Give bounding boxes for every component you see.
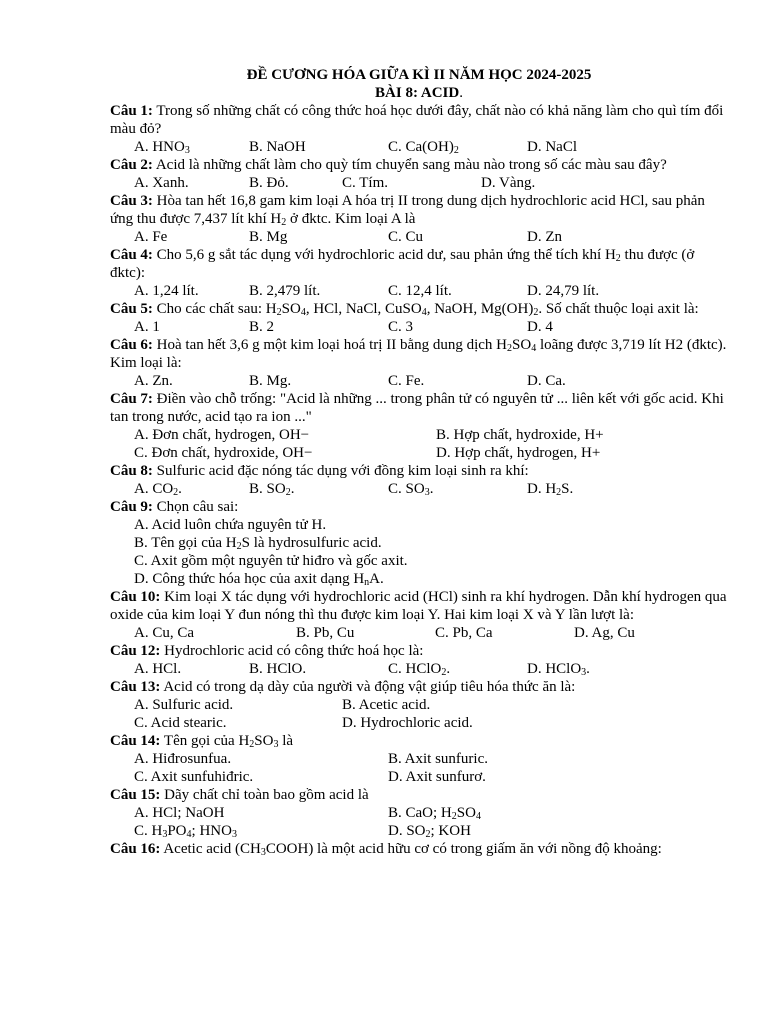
option-c[interactable]: C. Tím. [342,175,388,191]
option-d[interactable]: D. Ag, Cu [574,625,635,641]
option-b[interactable]: B. Đỏ. [249,175,289,191]
option-d[interactable]: D. Zn [527,229,562,245]
question-8-options [110,480,728,498]
option-c[interactable]: C. Cu [388,229,424,245]
question-6: Câu 6: Hoà tan hết 3,6 g một kim loại hoá trị II bằng dung dịch $H_2SO_4$ loãng được 3,719 lít H2 (đktc). Kim loại là: [110,337,727,371]
option-a[interactable]: A. 1 [134,319,160,335]
option-d[interactable]: D. HClO$_3$. [527,661,590,678]
option-b[interactable]: B. NaOH [249,139,306,155]
lesson-title: BÀI 8: ACID. [375,85,463,101]
option-a[interactable]: A. $HNO_3$ [134,139,190,156]
question-2: Câu 2: Acid là những chất làm cho quỳ tím chuyển sang màu nào trong số các màu sau đây? [110,157,667,173]
option-d[interactable]: D. 24,79 lít. [527,283,600,299]
question-12: Câu 12: Hydrochloric acid có công thức hoá học là: [110,643,424,659]
question-10: Câu 10: Kim loại X tác dụng với hydrochloric acid (HCl) sinh ra khí hydrogen. Dẫn khí hydrogen qua oxide của kim loại Y đun nóng thì thu được kim loại Y. Hai kim loại X và Y lần lượt là: [110,589,727,623]
option-b[interactable]: B. Pb, Cu [296,625,355,641]
option-d[interactable]: D. Ca. [527,373,566,389]
option-c[interactable]: C. Fe. [388,373,425,389]
option-c[interactable]: C. Đơn chất, hydroxide, OH− [134,445,313,461]
option-a[interactable]: A. Fe [134,229,168,245]
question-5: Câu 5: Cho các chất sau: $H_2SO_4$, HCl, NaCl, CuSO$_4$, NaOH, $Mg(OH)_2$. Số chất thuộc loại axit là: [110,301,699,318]
option-d[interactable]: D. Vàng. [481,175,536,191]
document-title: ĐỀ CƯƠNG HÓA GIỮA KÌ II NĂM HỌC 2024-2025 [246,67,592,83]
question-16: Câu 16: Acetic acid $(CH_3COOH)$ là một acid hữu cơ có trong giấm ăn với nồng độ khoảng: [110,841,662,858]
option-a[interactable]: A. Xanh. [134,175,189,191]
option-d[interactable]: D. $SO_2$; KOH [388,823,471,840]
option-b[interactable]: B. Mg [249,229,288,245]
option-b[interactable]: B. Hợp chất, hydroxide, H+ [436,427,604,443]
option-a[interactable]: A. HCl. [134,661,182,677]
option-d[interactable]: D. Axit sunfurơ. [388,769,486,785]
question-9: Câu 9: Chọn câu sai: [110,499,239,515]
option-c[interactable]: C. Axit gồm một nguyên tử hiđro và gốc axit. [134,553,408,569]
option-b[interactable]: B. Tên gọi của $H_2S$ là hydrosulfuric acid. [134,535,382,552]
option-b[interactable]: B. Acetic acid. [342,697,431,713]
question-10-options [110,624,728,642]
option-d[interactable]: D. 4 [527,319,553,335]
question-6-options [110,372,728,390]
option-d[interactable]: D. $H_2S$. [527,481,574,498]
question-7-options [110,426,728,462]
option-c[interactable]: C. Acid stearic. [134,715,227,731]
question-8: Câu 8: Sulfuric acid đặc nóng tác dụng với đồng kim loại sinh ra khí: [110,463,529,479]
question-3: Câu 3: Hòa tan hết 16,8 gam kim loại A hóa trị II trong dung dịch hydrochloric acid HCl, sau phản ứng thu được 7,437 lít khí $H_2$ ở đktc. Kim loại A là [110,193,705,228]
option-c[interactable]: C. 12,4 lít. [388,283,452,299]
option-d[interactable]: D. NaCl [527,139,577,155]
question-1-options [110,138,728,156]
question-14-options [110,750,728,786]
option-b[interactable]: B. CaO; $H_2SO_4$ [388,805,481,822]
question-13-options [110,696,728,732]
question-3-options [110,228,728,246]
option-c[interactable]: C. $Ca(OH)_2$ [388,139,459,156]
option-b[interactable]: B. Mg. [249,373,292,389]
question-13: Câu 13: Acid có trong dạ dày của người và động vật giúp tiêu hóa thức ăn là: [110,679,576,695]
question-5-options [110,318,728,336]
option-b[interactable]: B. HClO. [249,661,307,677]
option-a[interactable]: A. Acid luôn chứa nguyên tử H. [134,517,327,533]
option-a[interactable]: A. 1,24 lít. [134,283,199,299]
option-a[interactable]: A. Zn. [134,373,173,389]
option-c[interactable]: C. 3 [388,319,414,335]
option-d[interactable]: D. Hợp chất, hydrogen, H+ [436,445,601,461]
option-c[interactable]: C. Pb, Ca [435,625,493,641]
option-c[interactable]: C. $SO_3$. [388,481,434,498]
question-2-options [110,174,728,192]
option-d[interactable]: D. Hydrochloric acid. [342,715,473,731]
question-4-options [110,282,728,300]
option-b[interactable]: B. $SO_2$. [249,481,295,498]
option-a[interactable]: A. $CO_2$. [134,481,182,498]
question-14: Câu 14: Tên gọi của $H_2SO_3$ là [110,733,294,750]
question-15-options [110,804,728,840]
question-9-options [110,516,728,588]
option-d[interactable]: D. Công thức hóa học của axit dạng $H_nA$. [134,571,384,588]
option-c[interactable]: C. $H_3PO_4$; $HNO_3$ [134,823,237,840]
question-12-options [110,660,728,678]
option-a[interactable]: A. Hiđrosunfua. [134,751,232,767]
question-7: Câu 7: Điền vào chỗ trống: "Acid là những ... trong phân tử có nguyên tử ... liên kết với gốc acid. Khi tan trong nước, acid tạo ra ion ..." [110,391,724,425]
option-a[interactable]: A. Đơn chất, hydrogen, OH− [134,427,310,443]
option-c[interactable]: C. Axit sunfuhiđric. [134,769,254,785]
question-15: Câu 15: Dãy chất chỉ toàn bao gồm acid là [110,787,369,803]
option-a[interactable]: A. HCl; NaOH [134,805,225,821]
question-1: Câu 1: Trong số những chất có công thức hoá học dưới đây, chất nào có khả năng làm cho quì tím đổi màu đỏ? [110,103,724,137]
option-b[interactable]: B. Axit sunfuric. [388,751,488,767]
option-b[interactable]: B. 2,479 lít. [249,283,321,299]
question-4: Câu 4: Cho 5,6 g sắt tác dụng với hydrochloric acid dư, sau phản ứng thể tích khí $H_2$ thu được (ở đktc): [110,247,695,281]
option-a[interactable]: A. Sulfuric acid. [134,697,234,713]
option-c[interactable]: C. HClO$_2$. [388,661,451,678]
option-a[interactable]: A. Cu, Ca [134,625,194,641]
option-b[interactable]: B. 2 [249,319,275,335]
